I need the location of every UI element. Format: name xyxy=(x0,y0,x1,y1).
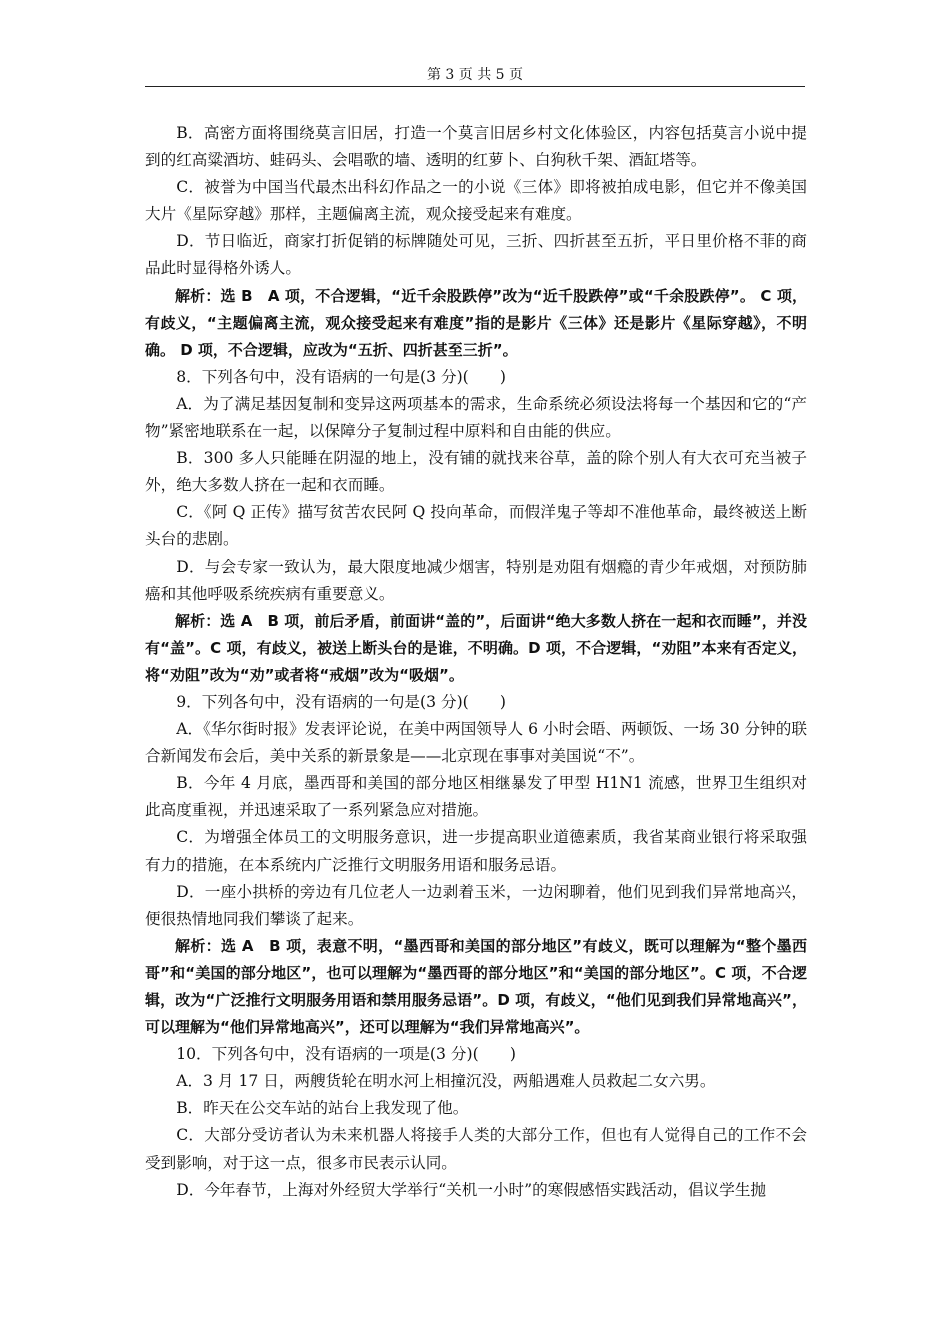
answer-option: A．《华尔街时报》发表评论说，在美中两国领导人 6 小时会晤、两顿饭、一场 30 分钟的联合新闻发布会后，美中关系的新景象是——北京现在事事对美国说“不”。 xyxy=(145,720,807,766)
answer-option: D．节日临近，商家打折促销的标牌随处可见，三折、四折甚至五折，平日里价格不菲的商品此时显得格外诱人。 xyxy=(145,232,807,278)
answer-option: B．300 多人只能睡在阴湿的地上，没有铺的就找来谷草，盖的除个别人有大衣可充当被子外，绝大多数人挤在一起和衣而睡。 xyxy=(145,449,807,495)
answer-option: D．今年春节，上海对外经贸大学举行“关机一小时”的寒假感悟实践活动，倡议学生抛 xyxy=(176,1180,767,1199)
answer-option: A．为了满足基因复制和变异这两项基本的需求，生命系统必须设法将每一个基因和它的“产物”紧密地联系在一起，以保障分子复制过程中原料和自由能的供应。 xyxy=(145,394,807,441)
answer-option: C．《阿 Q 正传》描写贫苦农民阿 Q 投向革命，而假洋鬼子等却不准他革命，最终被送上断头台的悲剧。 xyxy=(145,503,807,549)
answer-option: C．被誉为中国当代最杰出科幻作品之一的小说《三体》即将被拍成电影，但它并不像美国大片《星际穿越》那样，主题偏离主流，观众接受起来有难度。 xyxy=(145,178,807,224)
header-divider xyxy=(145,86,805,87)
analysis-paragraph: 解析：选 A B 项，前后矛盾，前面讲“盖的”，后面讲“绝大多数人挤在一起和衣而睡”，并没有“盖”。C 项，有歧义，被送上断头台的是谁，不明确。D 项，不合逻辑，“劝阻”本来有否定义，将“劝阻”改为“劝”或者将“戒烟”改为“吸烟”。 xyxy=(145,611,807,684)
answer-option: C．大部分受访者认为未来机器人将接手人类的大部分工作，但也有人觉得自己的工作不会受到影响，对于这一点，很多市民表示认同。 xyxy=(145,1126,807,1172)
answer-option: B．高密方面将围绕莫言旧居，打造一个莫言旧居乡村文化体验区，内容包括莫言小说中提到的红高粱酒坊、蛙码头、会唱歌的墙、透明的红萝卜、白狗秋千架、酒缸塔等。 xyxy=(145,124,807,170)
analysis-paragraph: 解析：选 B A 项，不合逻辑，“近千余股跌停”改为“近千股跌停”或“千余股跌停”。 C 项，有歧义，“主题偏离主流，观众接受起来有难度”指的是影片《三体》还是影片《星际穿越》，不明确。 D 项，不合逻辑，应改为“五折、四折甚至三折”。 xyxy=(145,286,807,359)
answer-option: A．3 月 17 日，两艘货轮在明水河上相撞沉没，两船遇难人员救起二女六男。 xyxy=(176,1072,716,1091)
question-stem: 10．下列各句中，没有语病的一项是(3 分)( ) xyxy=(176,1045,516,1064)
answer-option: B．今年 4 月底，墨西哥和美国的部分地区相继暴发了甲型 H1N1 流感，世界卫生组织对此高度重视，并迅速采取了一系列紧急应对措施。 xyxy=(145,774,807,820)
answer-option: D．一座小拱桥的旁边有几位老人一边剥着玉米，一边闲聊着，他们见到我们异常地高兴，便很热情地同我们攀谈了起来。 xyxy=(145,882,807,928)
answer-option: B．昨天在公交车站的站台上我发现了他。 xyxy=(176,1099,469,1118)
analysis-paragraph: 解析：选 A B 项，表意不明，“墨西哥和美国的部分地区”有歧义，既可以理解为“整个墨西哥”和“美国的部分地区”，也可以理解为“墨西哥的部分地区”和“美国的部分地区”。C 项，不合逻辑，改为“广泛推行文明服务用语和禁用服务忌语”。D 项，有歧义，“他们见到我们异常地高兴”，可以理解为“他们异常地高兴”，还可以理解为“我们异常地高兴”。 xyxy=(145,936,807,1037)
document-body xyxy=(145,120,807,1204)
question-stem: 8．下列各句中，没有语病的一句是(3 分)( ) xyxy=(176,367,507,386)
answer-option: D．与会专家一致认为，最大限度地减少烟害，特别是劝阻有烟瘾的青少年戒烟，对预防肺癌和其他呼吸系统疾病有重要意义。 xyxy=(145,557,807,603)
question-stem: 9．下列各句中，没有语病的一句是(3 分)( ) xyxy=(176,692,507,711)
page-number-header: 第 3 页 共 5 页 xyxy=(426,67,524,83)
answer-option: C．为增强全体员工的文明服务意识，进一步提高职业道德素质，我省某商业银行将采取强有力的措施，在本系统内广泛推行文明服务用语和服务忌语。 xyxy=(145,828,807,874)
